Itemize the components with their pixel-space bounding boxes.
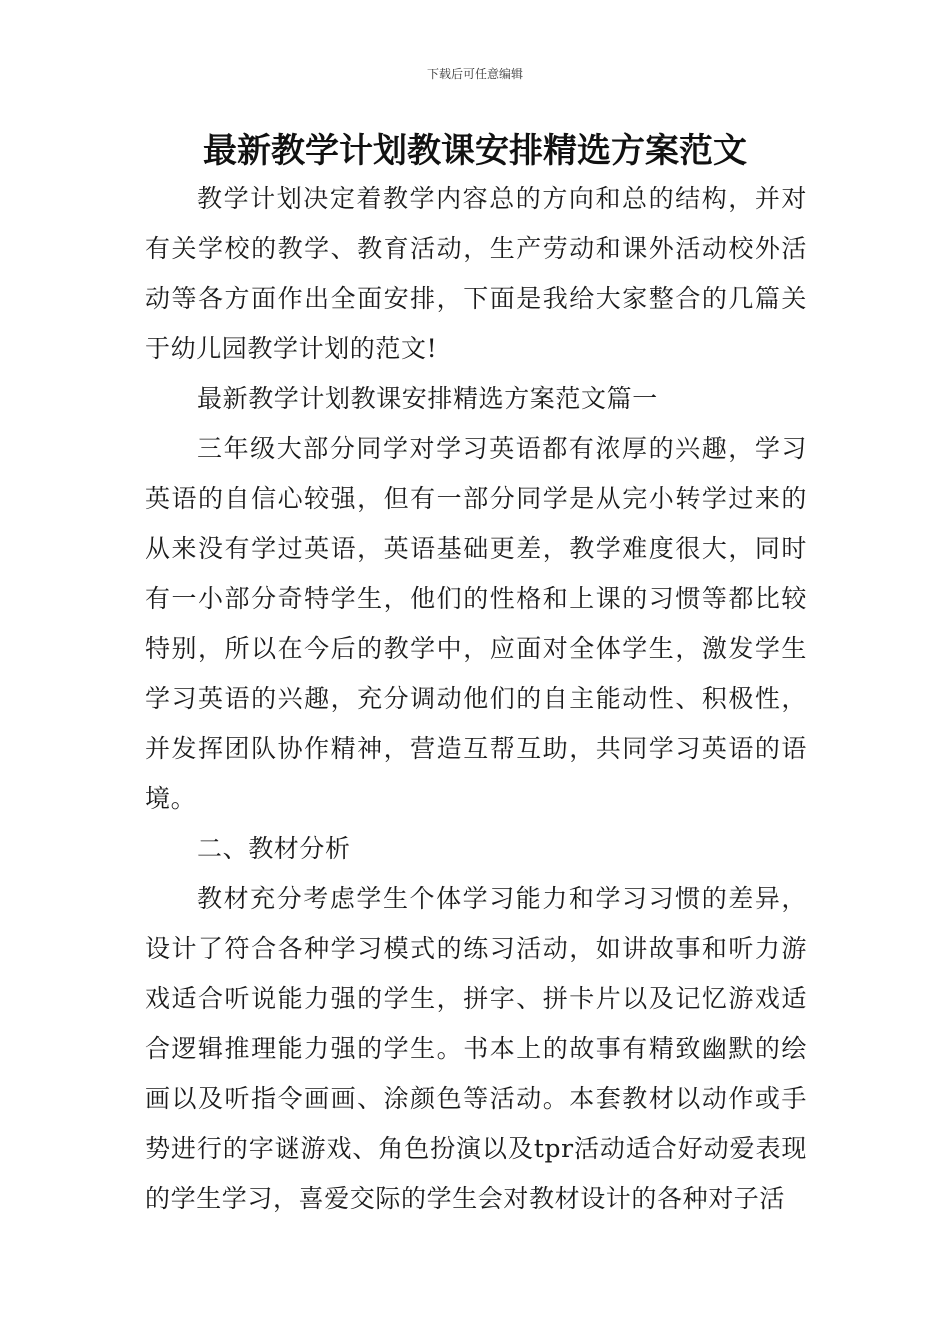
header-note: 下载后可任意编辑 <box>426 67 523 81</box>
document-body <box>145 174 807 1224</box>
textbook-analysis-paragraph: 教材充分考虑学生个体学习能力和学习习惯的差异，设计了符合各种学习模式的练习活动，如讲故事和听力游戏适合听说能力强的学生，拼字、拼卡片以及记忆游戏适合逻辑推理能力强的学生。书本上的故事有精致幽默的绘画以及听指令画画、涂颜色等活动。本套教材以动作或手势进行的字谜游戏、角色扮演以及tpr活动适合好动爱表现的学生学习，喜爱交际的学生会对教材设计的各种对子活 <box>145 884 807 1213</box>
student-analysis-paragraph: 三年级大部分同学对学习英语都有浓厚的兴趣，学习英语的自信心较强，但有一部分同学是从完小转学过来的从来没有学过英语，英语基础更差，教学难度很大，同时有一小部分奇特学生，他们的性格和上课的习惯等都比较特别，所以在今后的教学中，应面对全体学生，激发学生学习英语的兴趣，充分调动他们的自主能动性、积极性，并发挥团队协作精神，营造互帮互助，共同学习英语的语境。 <box>145 434 807 813</box>
section-heading-textbook-analysis: 二、教材分析 <box>197 834 351 863</box>
intro-paragraph: 教学计划决定着教学内容总的方向和总的结构，并对有关学校的教学、教育活动，生产劳动和课外活动校外活动等各方面作出全面安排，下面是我给大家整合的几篇关于幼儿园教学计划的范文! <box>145 184 807 363</box>
section-heading-part-one: 最新教学计划教课安排精选方案范文篇一 <box>197 384 658 413</box>
document-title: 最新教学计划教课安排精选方案范文 <box>203 131 747 171</box>
